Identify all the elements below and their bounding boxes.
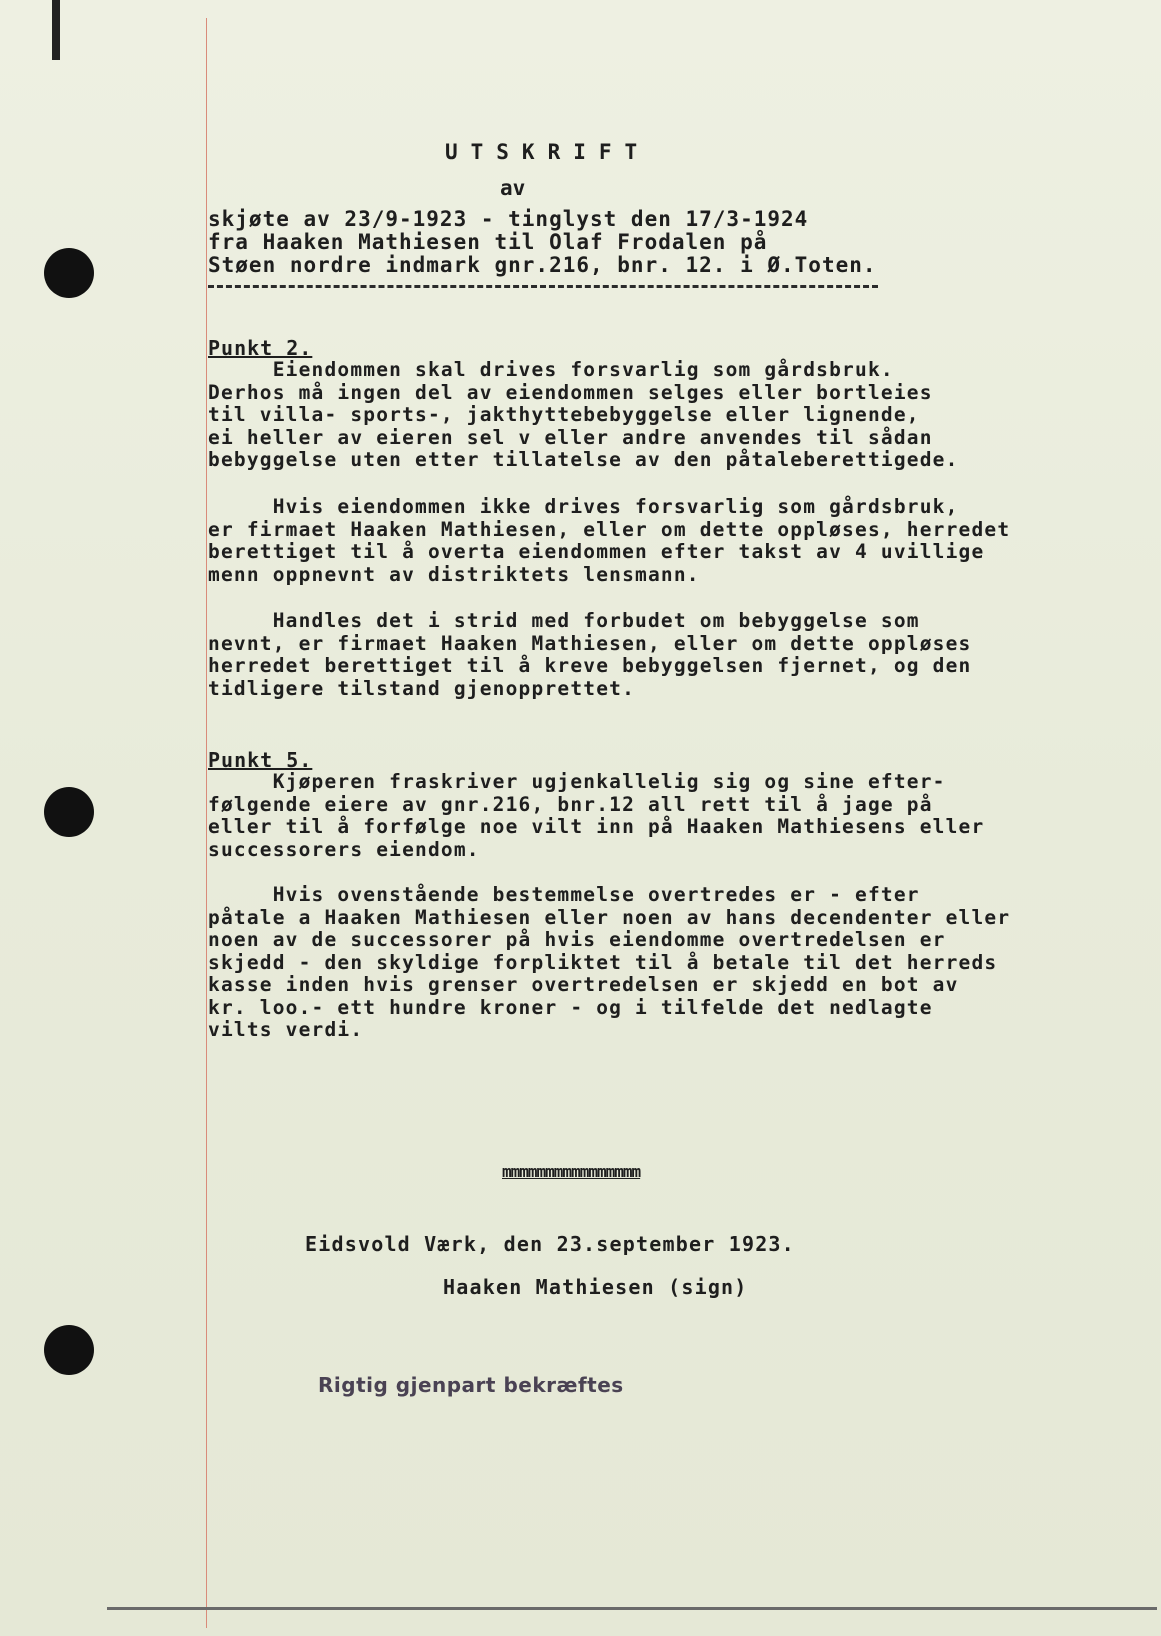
text-line: successorers eiendom. (208, 837, 480, 861)
text-line: følgende eiere av gnr.216, bnr.12 all rett til å jage på (208, 792, 933, 816)
punch-hole (44, 787, 94, 837)
document-title: UTSKRIFT (445, 140, 651, 164)
corner-mark (52, 0, 60, 60)
text-line: Eiendommen skal drives forsvarlig som gårdsbruk. (208, 358, 894, 381)
text-line: nevnt, er firmaet Haaken Mathiesen, eller om dette oppløses (208, 631, 972, 655)
bottom-edge-line (107, 1607, 1157, 1610)
signature: Haaken Mathiesen (sign) (443, 1275, 748, 1299)
text-line: noen av de successorer på hvis eiendomme overtredelsen er (208, 928, 946, 951)
document-subtitle: av (500, 176, 526, 200)
punch-hole (44, 1325, 94, 1375)
header-rule (208, 285, 878, 291)
paragraph (208, 884, 1010, 1042)
text-line: Hvis eiendommen ikke drives forsvarlig som gårdsbruk, (208, 495, 959, 518)
punch-hole (44, 248, 94, 298)
text-line: ei heller av eieren sel v eller andre anvendes til sådan (208, 425, 933, 449)
divider: mmmmmmmmmmmmmmmm (502, 1162, 641, 1181)
text-line: herredet berettiget til å kreve bebyggelsen fjernet, og den (208, 654, 972, 677)
text-line: Hvis ovenstående bestemmelse overtredes er - efter (208, 883, 920, 906)
text-line: Kjøperen fraskriver ugjenkallelig sig og sine efter- (208, 770, 946, 793)
paragraph (208, 610, 971, 700)
text-line: eller til å forfølge noe vilt inn på Haaken Mathiesens eller (208, 815, 985, 838)
text-line: kasse inden hvis grenser overtredelsen er skjedd en bot av (208, 973, 959, 996)
text-line: skjedd - den skyldige forpliktet til å betale til det herreds (208, 950, 998, 974)
paragraph (208, 771, 984, 861)
header-line: fra Haaken Mathiesen til Olaf Frodalen på (208, 230, 768, 254)
text-line: påtale a Haaken Mathiesen eller noen av hans decendenter eller (208, 905, 1011, 929)
header-block (208, 208, 877, 277)
text-line: berettiget til å overta eiendommen efter takst av 4 uvillige (208, 540, 985, 563)
text-line: er firmaet Haaken Mathiesen, eller om dette oppløses, herredet (208, 517, 1011, 541)
certification-stamp: Rigtig gjenpart bekræftes (318, 1373, 624, 1397)
text-line: kr. loo.- ett hundre kroner - og i tilfelde det nedlagte (208, 995, 933, 1019)
paragraph (208, 496, 1010, 586)
margin-line (206, 18, 207, 1628)
text-line: Handles det i strid med forbudet om bebyggelse som (208, 609, 920, 632)
text-line: menn oppnevnt av distriktets lensmann. (208, 562, 700, 586)
text-line: til villa- sports-, jakthyttebebyggelse eller lignende, (208, 403, 920, 426)
text-line: Derhos må ingen del av eiendommen selges eller bortleies (208, 380, 933, 404)
text-line: tidligere tilstand gjenopprettet. (208, 676, 636, 700)
header-line: Støen nordre indmark gnr.216, bnr. 12. i Ø.Toten. (208, 253, 877, 277)
paragraph (208, 359, 959, 472)
text-line: bebyggelse uten etter tillatelse av den påtaleberettigede. (208, 448, 959, 471)
place-date: Eidsvold Værk, den 23.september 1923. (305, 1232, 795, 1256)
header-line: skjøte av 23/9-1923 - tinglyst den 17/3-1924 (208, 207, 809, 231)
text-line: vilts verdi. (208, 1018, 364, 1041)
section-heading: Punkt 2. (208, 336, 313, 360)
section-heading: Punkt 5. (208, 748, 313, 772)
